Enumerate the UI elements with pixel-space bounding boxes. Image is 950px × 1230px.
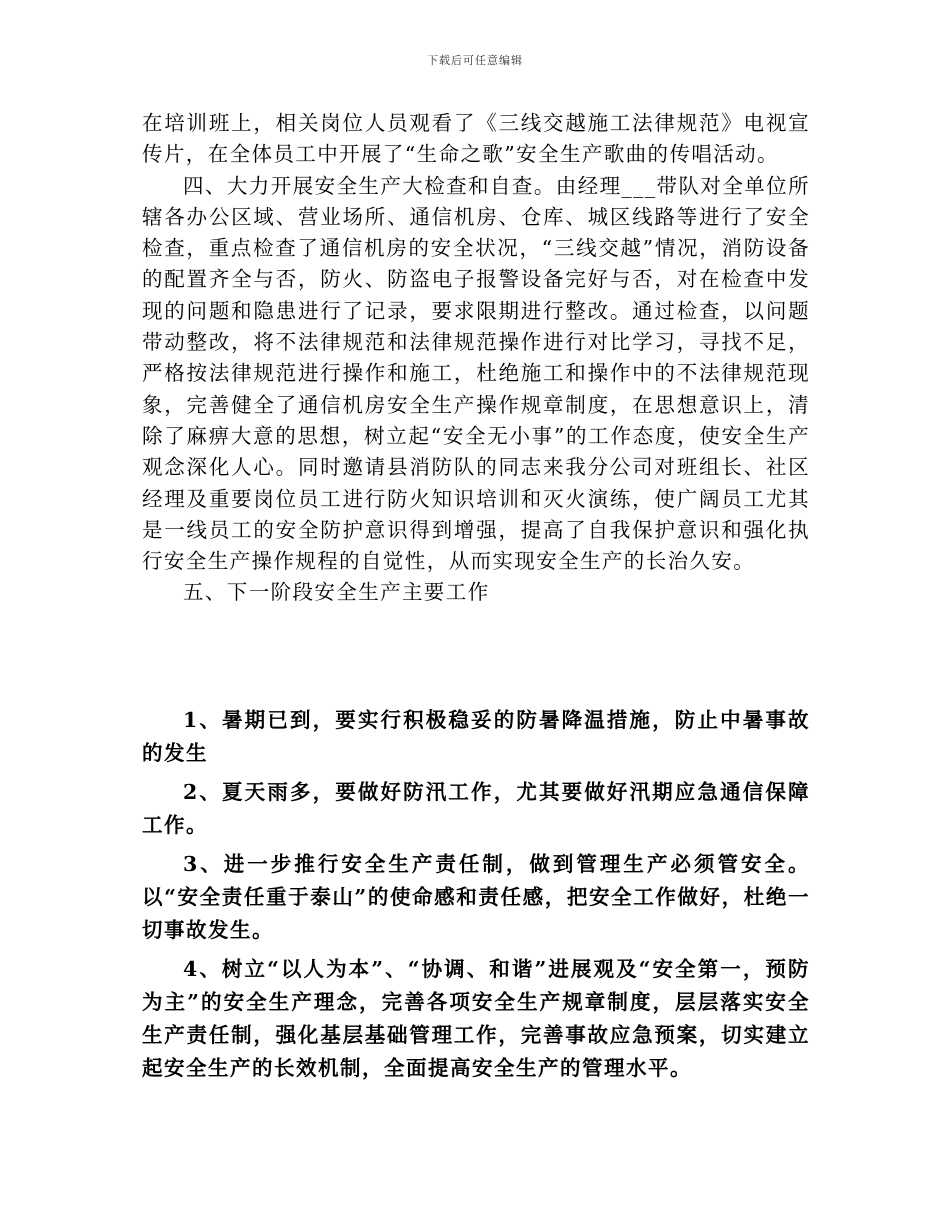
work-item: 4、树立“以人为本”、“协调、和谐”进展观及“安全第一，预防为主”的安全生产理念，完善各项安全生产规章制度，层层落实安全生产责任制，强化基层基础管理工作，完善事故应急预案，切实建立起安全生产的长效机制，全面提高安全生产的管理水平。 [142, 957, 810, 1080]
page-header: 下载后可任意编辑 [427, 54, 523, 67]
body-text [142, 108, 810, 609]
paragraph-training: 在培训班上，相关岗位人员观看了《三线交越施工法律规范》电视宣传片，在全体员工中开展了“生命之歌”安全生产歌曲的传唱活动。 [142, 111, 810, 167]
work-item-list [142, 704, 810, 1091]
work-item: 2、夏天雨多，要做好防汛工作，尤其要做好汛期应急通信保障工作。 [142, 780, 810, 837]
work-item: 1、暑期已到，要实行积极稳妥的防暑降温措施，防止中暑事故的发生 [142, 708, 810, 765]
paragraph-inspection: 四、大力开展安全生产大检查和自查。由经理___带队对全单位所辖各办公区域、营业场所、通信机房、仓库、城区线路等进行了安全检查，重点检查了通信机房的安全状况，“三线交越”情况，消防设备的配置齐全与否，防火、防盗电子报警设备完好与否，对在检查中发现的问题和隐患进行了记录，要求限期进行整改。通过检查，以问题带动整改，将不法律规范和法律规范操作进行对比学习，寻找不足，严格按法律规范进行操作和施工，杜绝施工和操作中的不法律规范现象，完善健全了通信机房安全生产操作规章制度，在思想意识上，清除了麻痹大意的思想，树立起“安全无小事”的工作态度，使安全生产观念深化人心。同时邀请县消防队的同志来我分公司对班组长、社区经理及重要岗位员工进行防火知识培训和灭火演练，使广阔员工尤其是一线员工的安全防护意识得到增强，提高了自我保护意识和强化执行安全生产操作规程的自觉性，从而实现安全生产的长治久安。 [142, 173, 810, 574]
work-item: 3、进一步推行安全生产责任制，做到管理生产必须管安全。以“安全责任重于泰山”的使命感和责任感，把安全工作做好，杜绝一切事故发生。 [142, 852, 810, 942]
section-heading-next-stage: 五、下一阶段安全生产主要工作 [183, 580, 490, 605]
